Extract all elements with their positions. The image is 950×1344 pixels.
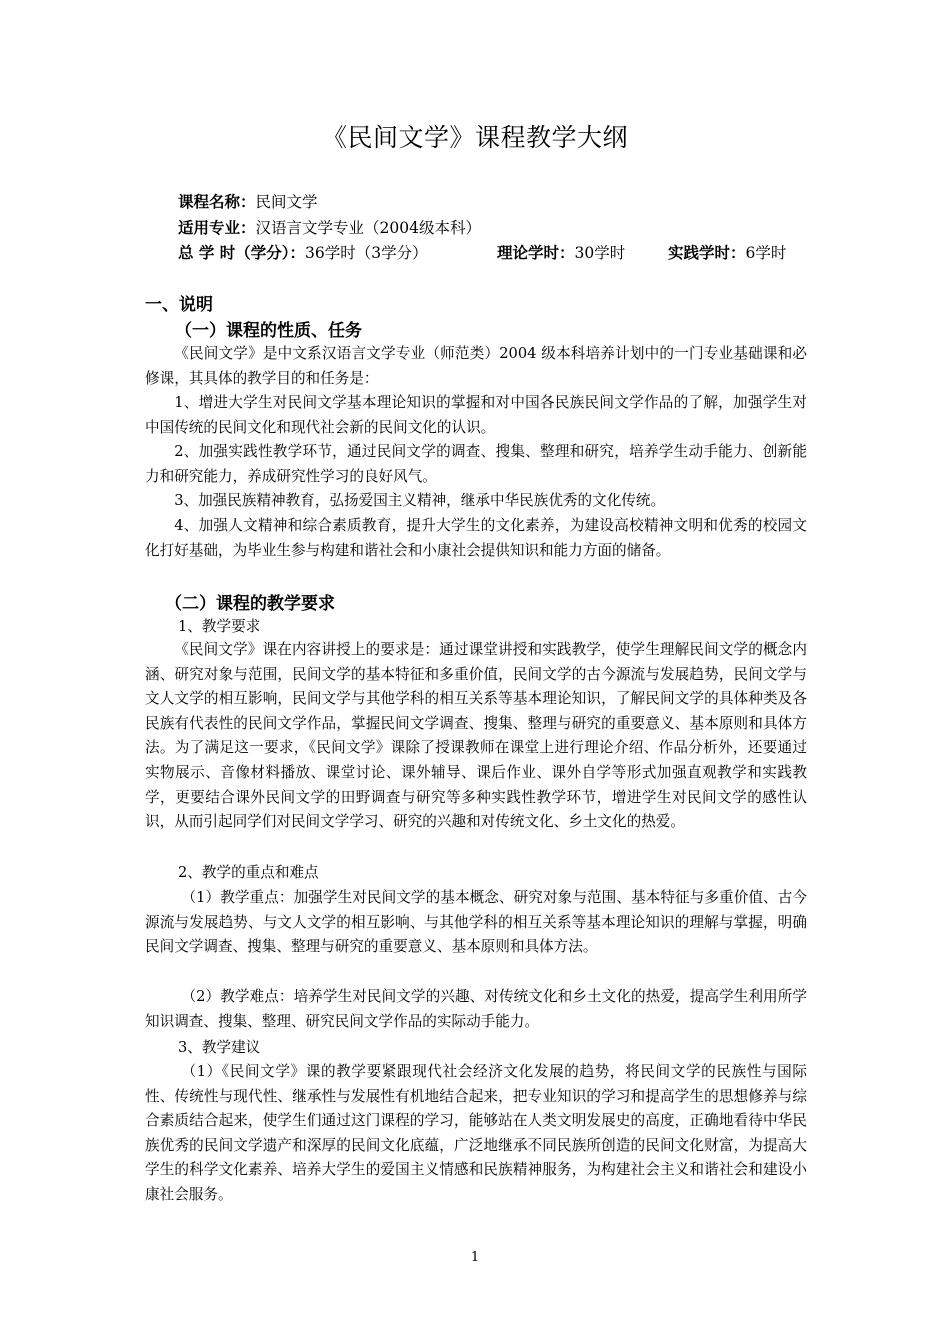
theory-hours: [497, 243, 625, 263]
paragraph-key-points: （1）教学重点：加强学生对民间文学的基本概念、研究对象与范围、基本特征与多重价值、古今源流与发展趋势、与文人文学的相互影响、与其他学科的相互关系等基本理论知识的理解与掌握，明确民间文学调查、搜集、整理与研究的重要意义、基本原则和具体方法。: [145, 889, 807, 956]
subsection-heading-nature: （一）课程的性质、任务: [175, 321, 362, 341]
hours-value: 36学时（3学分）: [305, 244, 428, 262]
paragraph-item-3: 3、加强民族精神教育，弘扬爱国主义精神，继承中华民族优秀的文化传统。: [174, 492, 666, 509]
theory-label: 理论学时：: [497, 244, 575, 262]
major-label: 适用专业：: [178, 219, 256, 237]
paragraph-advice: （1）《民间文学》课的教学要紧跟现代社会经济文化发展的趋势，将民间文学的民族性与国际性、传统性与现代性、继承性与发展性有机地结合起来，把专业知识的学习和提高学生的思想修养与综合素质结合起来，使学生们通过这门课程的学习，能够站在人类文明发展史的高度，正确地看待中华民族优秀的民间文学遗产和深厚的民间文化底蕴，广泛地继承不同民族所创造的民间文化财富，为提高大学生的科学文化素养、培养大学生的爱国主义情感和民族精神服务，为构建社会主义和谐社会和建设小康社会服务。: [145, 1063, 807, 1203]
document-title: 《民间文学》课程教学大纲: [321, 123, 628, 152]
advice-title: 3、教学建议: [178, 1039, 261, 1056]
requirements-title: 1、教学要求: [178, 618, 261, 635]
paragraph-requirements: 《民间文学》课在内容讲授上的要求是：通过课堂讲授和实践教学，使学生理解民间文学的概念内涵、研究对象与范围，民间文学的基本特征和多重价值，民间文学的古今源流与发展趋势，民间文学与文人文学的相互影响，民间文学与其他学科的相互关系等基本理论知识，了解民间文学的具体种类及各民族有代表性的民间文学作品，掌握民间文学调查、搜集、整理与研究的重要意义、基本原则和具体方法。为了满足这一要求，《民间文学》课除了授课教师在课堂上进行理论介绍、作品分析外，还要通过实物展示、音像材料播放、课堂讨论、课外辅导、课后作业、课外自学等形式加强直观教学和实践教学，更要结合课外民间文学的田野调查与研究等多种实践性教学环节，增进学生对民间文学的感性认识，从而引起同学们对民间文学学习、研究的兴趣和对传统文化、乡土文化的热爱。: [145, 641, 807, 831]
practice-hours: [668, 243, 786, 263]
page-number: 1: [470, 1250, 480, 1265]
paragraph-item-2: 2、加强实践性教学环节，通过民间文学的调查、搜集、整理和研究，培养学生动手能力、创新能力和研究能力，养成研究性学习的良好风气。: [145, 443, 807, 485]
subsection-heading-requirements: （二）课程的教学要求: [165, 594, 335, 614]
paragraph-item-1: 1、增进大学生对民间文学基本理论知识的掌握和对中国各民族民间文学作品的了解，加强学生对中国传统的民间文化和现代社会新的民间文化的认识。: [145, 394, 807, 436]
practice-value: 6学时: [745, 244, 787, 262]
section-heading-explanation: 一、说明: [145, 295, 213, 315]
hours-label: 总 学 时（学分）：: [178, 244, 306, 262]
theory-value: 30学时: [574, 244, 626, 262]
course-name-value: 民间文学: [255, 193, 318, 211]
paragraph-intro: 《民间文学》是中文系汉语言文学专业（师范类）2004 级本科培养计划中的一门专业基础课和必修课，其具体的教学目的和任务是：: [145, 345, 807, 387]
paragraph-item-4: 4、加强人文精神和综合素质教育，提升大学生的文化素养，为建设高校精神文明和优秀的校园文化打好基础，为毕业生参与构建和谐社会和小康社会提供知识和能力方面的储备。: [145, 517, 807, 559]
major-value: 汉语言文学专业（2004级本科）: [255, 219, 481, 237]
practice-label: 实践学时：: [668, 244, 746, 262]
course-name-label: 课程名称：: [178, 193, 256, 211]
hours-line: [178, 243, 428, 263]
major-line: [178, 218, 481, 238]
key-points-title: 2、教学的重点和难点: [178, 864, 319, 881]
course-name-line: [178, 192, 318, 212]
paragraph-difficulties: （2）教学难点：培养学生对民间文学的兴趣、对传统文化和乡土文化的热爱，提高学生利用所学知识调查、搜集、整理、研究民间文学作品的实际动手能力。: [145, 988, 807, 1030]
